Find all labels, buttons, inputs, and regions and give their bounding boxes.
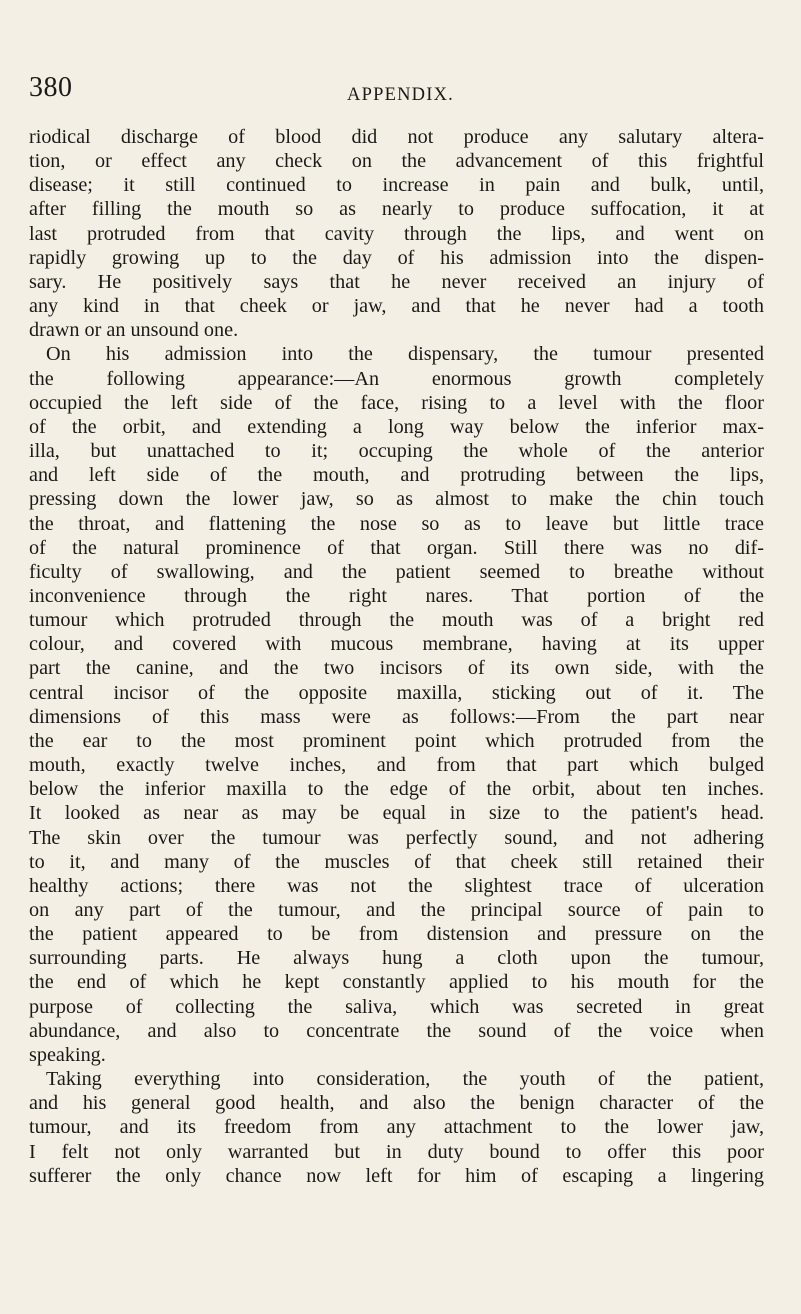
text-line: the end of which he kept constantly applied to his mouth for the — [29, 971, 764, 994]
running-head: APPENDIX. — [347, 85, 454, 105]
text-line: any kind in that cheek or jaw, and that he never had a tooth — [29, 295, 764, 318]
text-line: inconvenience through the right nares. That portion of the — [29, 584, 764, 607]
text-line: on any part of the tumour, and the principal source of pain to — [29, 899, 764, 921]
text-line: On his admission into the dispensary, the tumour presented — [46, 343, 764, 366]
text-line: the following appearance:—An enormous growth completely — [29, 367, 764, 390]
text-line: pressing down the lower jaw, so as almost to make the chin touch — [29, 488, 764, 511]
text-line: tion, or effect any check on the advancement of this frightful — [29, 150, 764, 173]
text-line: drawn or an unsound one. — [29, 319, 239, 342]
text-line: mouth, exactly twelve inches, and from that part which bulged — [29, 754, 764, 777]
text-line: ficulty of swallowing, and the patient seemed to breathe without — [29, 560, 764, 583]
text-line: part the canine, and the two incisors of its own side, with the — [29, 657, 764, 680]
text-line: abundance, and also to concentrate the sound of the voice when — [29, 1019, 764, 1042]
text-line: speaking. — [29, 1043, 106, 1066]
text-line: riodical discharge of blood did not produce any salutary altera- — [29, 126, 764, 148]
text-line: It looked as near as may be equal in size to the patient's head. — [29, 802, 764, 825]
text-line: Taking everything into consideration, the youth of the patient, — [46, 1068, 764, 1091]
text-line: of the orbit, and extending a long way below the inferior max- — [29, 415, 764, 438]
text-line: the throat, and flattening the nose so as to leave but little trace — [29, 512, 764, 535]
text-line: and his general good health, and also the benign character of the — [29, 1092, 764, 1115]
page-number: 380 — [29, 72, 73, 103]
text-line: colour, and covered with mucous membrane, having at its upper — [29, 633, 764, 656]
text-line: I felt not only warranted but in duty bound to offer this poor — [29, 1140, 764, 1163]
text-line: of the natural prominence of that organ. Still there was no dif- — [29, 536, 764, 559]
body-text — [29, 125, 764, 1188]
paragraph — [29, 342, 764, 1067]
text-line: after filling the mouth so as nearly to produce suffocation, it at — [29, 198, 764, 221]
text-line: illa, but unattached to it; occuping the whole of the anterior — [29, 440, 764, 463]
text-line: The skin over the tumour was perfectly sound, and not adhering — [29, 826, 764, 849]
text-line: sary. He positively says that he never received an injury of — [29, 270, 764, 293]
text-line: tumour which protruded through the mouth was of a bright red — [29, 609, 764, 632]
text-line: central incisor of the opposite maxilla, sticking out of it. The — [29, 681, 764, 704]
paragraph — [29, 1067, 764, 1188]
text-line: purpose of collecting the saliva, which was secreted in great — [29, 995, 764, 1018]
text-line: to it, and many of the muscles of that cheek still retained their — [29, 850, 764, 873]
text-line: healthy actions; there was not the slightest trace of ulceration — [29, 874, 764, 897]
text-line: disease; it still continued to increase in pain and bulk, until, — [29, 174, 764, 197]
text-line: dimensions of this mass were as follows:—From the part near — [29, 705, 764, 728]
text-line: the patient appeared to be from distension and pressure on the — [29, 923, 764, 946]
text-line: and left side of the mouth, and protruding between the lips, — [29, 464, 764, 487]
text-line: below the inferior maxilla to the edge of the orbit, about ten inches. — [29, 778, 764, 801]
paragraph — [29, 125, 764, 342]
text-line: the ear to the most prominent point which protruded from the — [29, 729, 764, 752]
text-line: last protruded from that cavity through the lips, and went on — [29, 222, 764, 245]
text-line: rapidly growing up to the day of his admission into the dispen- — [29, 246, 764, 269]
text-line: occupied the left side of the face, rising to a level with the floor — [29, 391, 764, 414]
text-line: tumour, and its freedom from any attachment to the lower jaw, — [29, 1116, 764, 1139]
text-line: surrounding parts. He always hung a cloth upon the tumour, — [29, 947, 764, 970]
text-line: sufferer the only chance now left for him of escaping a lingering — [29, 1164, 764, 1187]
